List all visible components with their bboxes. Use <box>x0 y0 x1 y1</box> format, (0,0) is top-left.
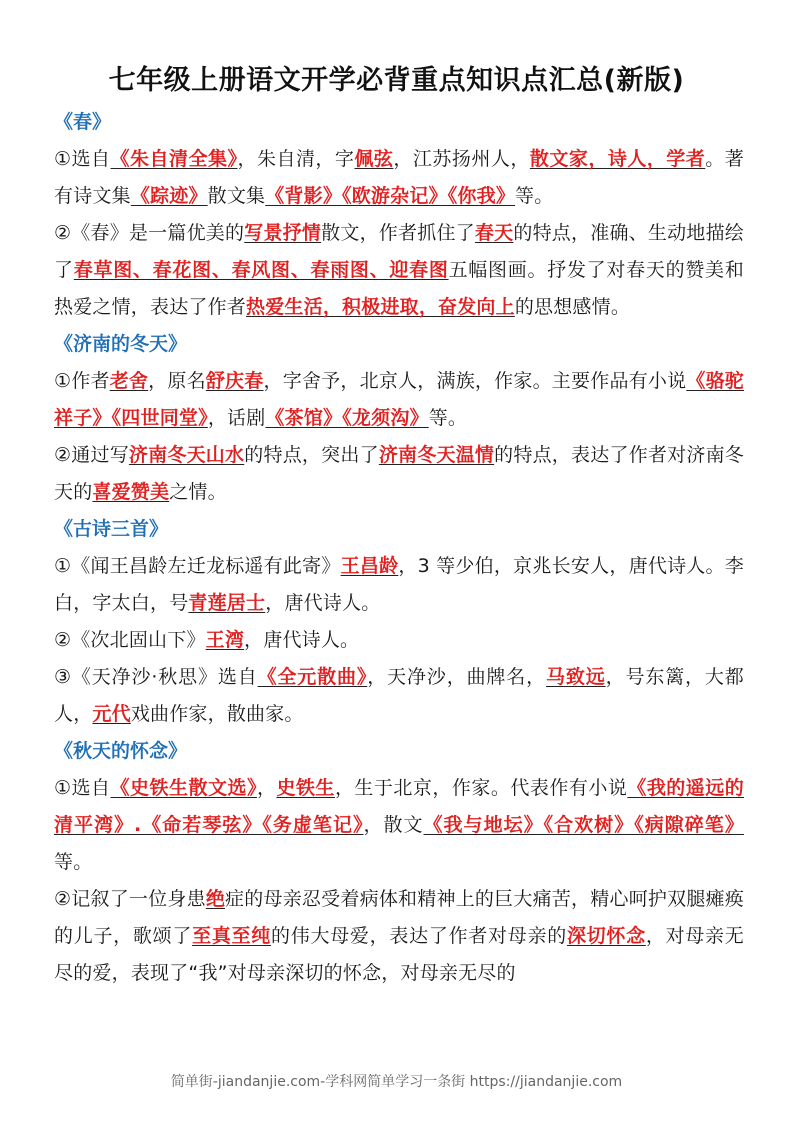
section-title: 《古诗三首》 <box>54 518 169 540</box>
text-segment: 等。 <box>54 851 93 873</box>
highlighted-term: 老舍 <box>109 370 149 392</box>
text-segment: ，字舍予，北京人，满族，作家。主要作品有小说 <box>263 370 687 392</box>
highlighted-term: 《骆驼祥子》《四世同堂》 <box>54 370 745 429</box>
paragraph <box>54 881 744 992</box>
document-title: 七年级上册语文开学必背重点知识点汇总(新版) <box>108 65 685 96</box>
text-segment: ，3 等少伯，京兆长安人，唐代诗人。李白，字太白，号 <box>54 555 744 614</box>
text-segment: 的特点，准确、生动地描绘了 <box>54 222 744 281</box>
paragraph <box>54 622 744 659</box>
highlighted-term: 散文家，诗人，学者 <box>529 148 706 170</box>
text-segment: 散文集 <box>207 185 266 207</box>
text-segment: 五幅图画。抒发了对春天的赞美和热爱之情，表达了作者 <box>54 259 744 318</box>
highlighted-term: 舒庆春 <box>205 370 264 392</box>
highlighted-term: 深切怀念 <box>566 925 646 947</box>
paragraph <box>54 770 744 881</box>
section-title: 《秋天的怀念》 <box>54 740 188 762</box>
text-segment: 之情。 <box>169 481 227 503</box>
highlighted-term: 《史铁生散文选》 <box>110 777 257 799</box>
highlighted-term: 青莲居士 <box>188 592 266 614</box>
text-segment: ，朱自清，字 <box>237 148 355 170</box>
text-segment: ， <box>256 777 277 799</box>
highlighted-term: 春天 <box>474 222 514 244</box>
highlighted-term: 《踪迹》 <box>130 185 208 207</box>
text-segment: ，生于北京，作家。代表作有小说 <box>334 777 628 799</box>
text-segment: ，天净沙，曲牌名， <box>367 666 547 688</box>
highlighted-term: 《茶馆》《龙须沟》 <box>265 407 429 429</box>
text-segment: ，话剧 <box>207 407 266 429</box>
highlighted-term: 马致远 <box>546 666 606 688</box>
text-segment: 散文，作者抓住了 <box>321 222 475 244</box>
page-footer: 简单街-jiandanjie.com-学科网简单学习一条街 https://jiandanjie.com <box>170 1074 623 1090</box>
text-segment: 等。 <box>515 185 554 207</box>
highlighted-term: 喜爱赞美 <box>92 481 170 503</box>
text-segment: ②《次北固山下》 <box>54 629 206 651</box>
text-segment: 的特点，突出了 <box>244 444 379 466</box>
paragraph <box>54 437 744 511</box>
highlighted-term: 王昌龄 <box>340 555 399 577</box>
text-segment: ①作者 <box>54 370 110 392</box>
section-title: 《济南的冬天》 <box>54 333 188 355</box>
text-segment: 等。 <box>428 407 468 429</box>
highlighted-term: 热爱生活，积极进取，奋发向上 <box>246 296 515 318</box>
paragraph <box>54 548 744 622</box>
highlighted-term: 史铁生 <box>276 777 335 799</box>
highlighted-term: 济南冬天温情 <box>378 444 495 466</box>
text-segment: 的特点，表达了作者对济南冬天的 <box>54 444 744 503</box>
highlighted-term: 济南冬天山水 <box>128 444 245 466</box>
text-segment: ，对母亲无尽的爱，表现了“我”对母亲深切的怀念，对母亲无尽的 <box>54 925 744 984</box>
text-segment: 症的母亲忍受着病体和精神上的巨大痛苦，精心呵护双腿瘫痪的儿子，歌颂了 <box>54 888 745 947</box>
text-segment: ③《天净沙·秋思》选自 <box>54 666 258 688</box>
text-segment: ②《春》是一篇优美的 <box>54 222 245 244</box>
paragraph <box>54 141 744 215</box>
highlighted-term: 《我的遥远的清平湾》.《命若琴弦》《务虚笔记》 <box>54 777 744 836</box>
highlighted-term: 绝 <box>205 888 226 910</box>
highlighted-term: 《全元散曲》 <box>257 666 368 688</box>
text-segment: ②通过写 <box>54 444 129 466</box>
text-segment: ①选自 <box>54 777 111 799</box>
text-segment: ，原名 <box>148 370 206 392</box>
highlighted-term: 《朱自清全集》 <box>110 148 238 170</box>
highlighted-term: 元代 <box>92 703 131 725</box>
section-title: 《春》 <box>54 111 112 133</box>
highlighted-term: 《背影》《欧游杂记》《你我》 <box>265 185 516 207</box>
text-segment: 的思想感情。 <box>514 296 631 318</box>
highlighted-term: 王湾 <box>205 629 245 651</box>
text-segment: ①《闻王昌龄左迁龙标遥有此寄》 <box>54 555 341 577</box>
highlighted-term: 写景抒情 <box>244 222 322 244</box>
text-segment: 的伟大母爱，表达了作者对母亲的 <box>271 925 567 947</box>
highlighted-term: 《我与地坛》《合欢树》《病隙碎笔》 <box>423 814 744 836</box>
paragraph <box>54 659 744 733</box>
document-body <box>54 104 744 992</box>
highlighted-term: 佩弦 <box>354 148 394 170</box>
text-segment: 。著有诗文集 <box>54 148 744 207</box>
text-segment: ，散文 <box>363 814 424 836</box>
text-segment: ②记叙了一位身患 <box>54 888 206 910</box>
text-segment: ，唐代诗人。 <box>244 629 360 651</box>
text-segment: ，唐代诗人。 <box>265 592 381 614</box>
highlighted-term: 至真至纯 <box>192 925 272 947</box>
text-segment: ①选自 <box>54 148 111 170</box>
paragraph <box>54 215 744 326</box>
text-segment: ，号东篱，大都人， <box>54 666 744 725</box>
highlighted-term: 春草图、春花图、春风图、春雨图、迎春图 <box>73 259 449 281</box>
text-segment: 戏曲作家，散曲家。 <box>130 703 304 725</box>
paragraph <box>54 363 744 437</box>
text-segment: ，江苏扬州人， <box>393 148 530 170</box>
